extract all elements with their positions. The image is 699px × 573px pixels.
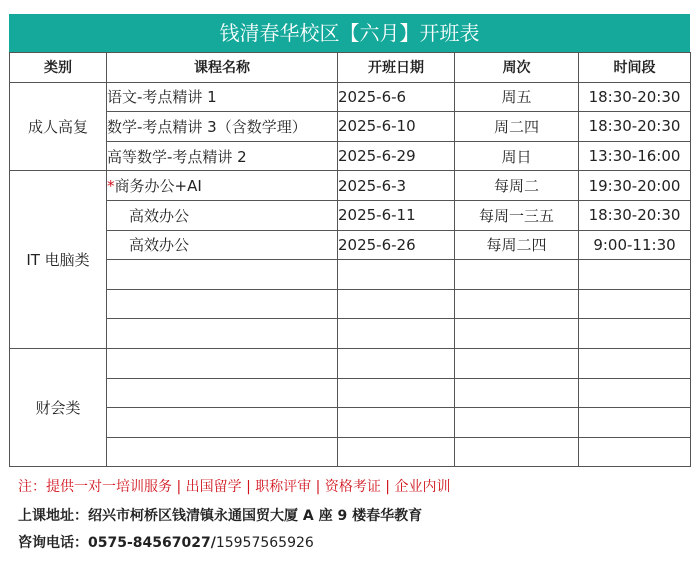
table-row <box>10 171 691 201</box>
schedule-sheet <box>9 0 690 470</box>
time-cell: 19:30-20:00 <box>579 171 691 201</box>
course-cell <box>107 348 338 378</box>
course-cell <box>107 112 338 142</box>
course-cell <box>107 319 338 349</box>
table-row <box>10 82 691 112</box>
header-week: 周次 <box>455 53 579 83</box>
table-row <box>10 408 691 438</box>
time-cell <box>579 408 691 438</box>
header-course: 课程名称 <box>107 53 338 83</box>
category-cell: 财会类 <box>10 348 107 466</box>
schedule-table <box>9 52 691 467</box>
header-date: 开班日期 <box>338 53 455 83</box>
course-cell <box>107 378 338 408</box>
table-row <box>10 378 691 408</box>
phone-line <box>18 532 314 552</box>
course-name: 高效办公 <box>129 236 190 255</box>
course-name: 商务办公+AI <box>114 177 202 196</box>
time-cell <box>579 378 691 408</box>
date-cell: 2025-6-29 <box>338 141 455 171</box>
week-cell <box>455 437 579 467</box>
course-cell <box>107 171 338 201</box>
time-cell: 18:30-20:30 <box>579 112 691 142</box>
week-cell <box>455 319 579 349</box>
date-cell <box>338 348 455 378</box>
date-cell: 2025-6-26 <box>338 230 455 260</box>
phone-label: 咨询电话：0575-84567027/ <box>18 535 216 551</box>
week-cell: 每周二四 <box>455 230 579 260</box>
date-cell <box>338 378 455 408</box>
course-name: 高效办公 <box>129 206 190 225</box>
week-cell: 周五 <box>455 82 579 112</box>
week-cell <box>455 378 579 408</box>
course-cell <box>107 200 338 230</box>
time-cell <box>579 289 691 319</box>
week-cell: 周日 <box>455 141 579 171</box>
week-cell <box>455 348 579 378</box>
header-time: 时间段 <box>579 53 691 83</box>
header-category: 类别 <box>10 53 107 83</box>
week-cell: 周二四 <box>455 112 579 142</box>
course-name: 高等数学-考点精讲 2 <box>107 147 247 166</box>
table-row <box>10 230 691 260</box>
week-cell <box>455 289 579 319</box>
date-cell: 2025-6-3 <box>338 171 455 201</box>
course-cell <box>107 141 338 171</box>
time-cell <box>579 348 691 378</box>
time-cell <box>579 319 691 349</box>
date-cell <box>338 408 455 438</box>
time-cell: 13:30-16:00 <box>579 141 691 171</box>
course-cell <box>107 82 338 112</box>
time-cell: 18:30-20:30 <box>579 200 691 230</box>
header-row <box>10 53 691 83</box>
week-cell: 每周二 <box>455 171 579 201</box>
date-cell <box>338 319 455 349</box>
table-row <box>10 437 691 467</box>
table-row <box>10 141 691 171</box>
week-cell: 每周一三五 <box>455 200 579 230</box>
sheet-title: 钱清春华校区【六月】开班表 <box>9 14 690 52</box>
highlight-star: * <box>107 177 115 196</box>
table-row <box>10 289 691 319</box>
course-cell <box>107 260 338 290</box>
time-cell <box>579 437 691 467</box>
table-row <box>10 348 691 378</box>
course-cell <box>107 408 338 438</box>
service-note: 注：提供一对一培训服务 | 出国留学 | 职称评审 | 资格考证 | 企业内训 <box>18 479 451 495</box>
course-name: 语文-考点精讲 1 <box>107 88 217 107</box>
course-name: 数学-考点精讲 3（含数学理） <box>107 117 307 136</box>
table-row <box>10 319 691 349</box>
date-cell: 2025-6-6 <box>338 82 455 112</box>
address-line: 上课地址：绍兴市柯桥区钱清镇永通国贸大厦 A 座 9 楼春华教育 <box>18 508 423 524</box>
date-cell: 2025-6-11 <box>338 200 455 230</box>
time-cell: 9:00-11:30 <box>579 230 691 260</box>
time-cell <box>579 260 691 290</box>
table-row <box>10 260 691 290</box>
course-cell <box>107 230 338 260</box>
date-cell <box>338 437 455 467</box>
course-cell <box>107 437 338 467</box>
date-cell <box>338 260 455 290</box>
table-row <box>10 200 691 230</box>
date-cell: 2025-6-10 <box>338 112 455 142</box>
time-cell: 18:30-20:30 <box>579 82 691 112</box>
table-row <box>10 112 691 142</box>
date-cell <box>338 289 455 319</box>
week-cell <box>455 408 579 438</box>
phone-mobile: 15957565926 <box>215 535 314 551</box>
course-cell <box>107 289 338 319</box>
category-cell: 成人高复 <box>10 82 107 171</box>
week-cell <box>455 260 579 290</box>
category-cell: IT 电脑类 <box>10 171 107 349</box>
